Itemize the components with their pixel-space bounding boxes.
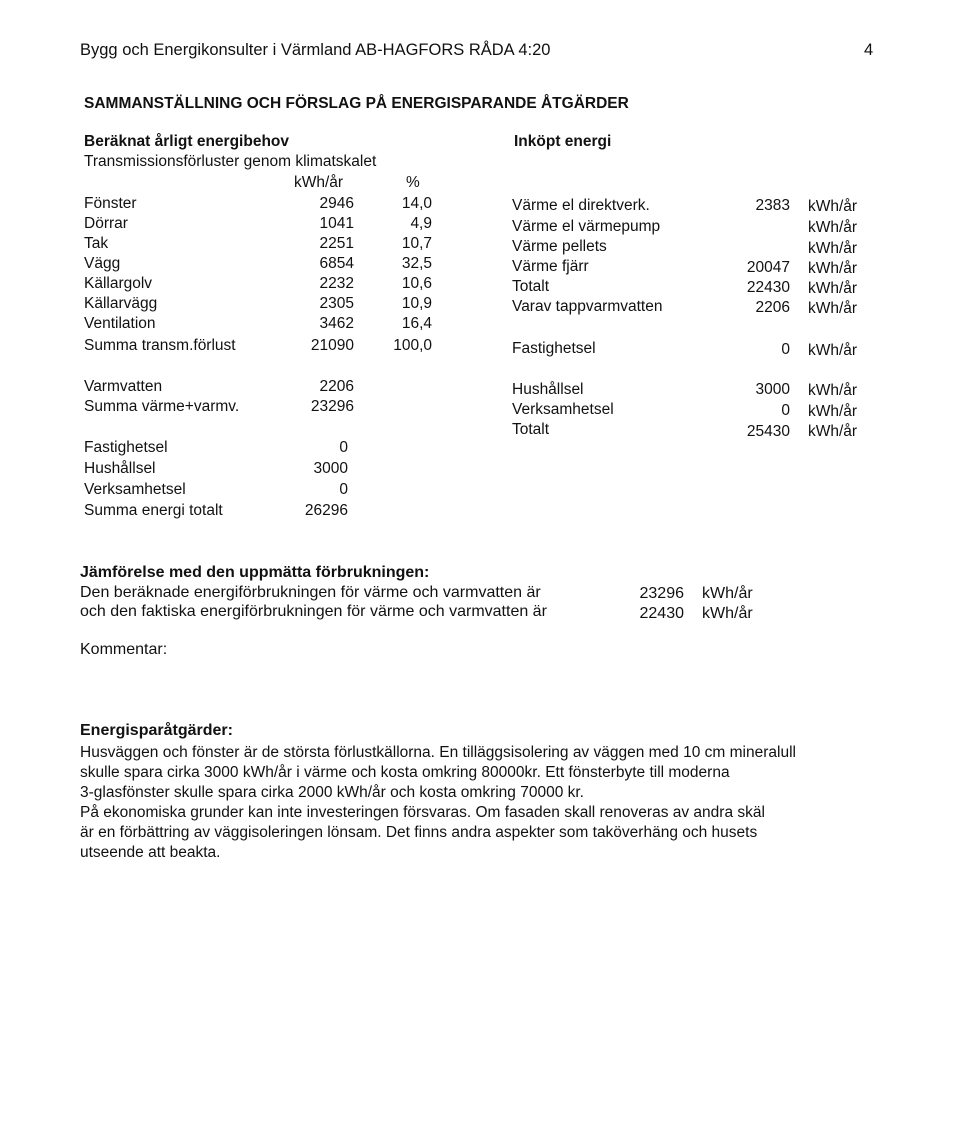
purchased-title: Inköpt energi [514,133,612,150]
row-percent: 16,4 [401,315,432,332]
row-label: Värme el värmepump [512,218,661,235]
row-value: 2305 [319,295,354,312]
row-value: 0 [781,402,790,419]
row-unit: kWh/år [808,403,858,420]
row-value: 2206 [319,378,354,395]
row-percent: 10,7 [401,235,432,252]
row-unit: kWh/år [808,240,858,257]
row-value: 3462 [319,315,354,332]
row-value: 0 [339,439,348,456]
row-value: 23296 [310,398,354,415]
row-label: Värme fjärr [512,258,589,275]
row-percent: 14,0 [401,195,432,212]
col-header-percent: % [406,174,420,191]
row-label: Fastighetsel [512,340,596,357]
row-percent: 10,9 [401,295,432,312]
row-label: Hushållsel [84,460,156,477]
paragraph-line: Husväggen och fönster är de största förlustkällorna. En tilläggsisolering av väggen med 10 cm mineralull [80,744,796,761]
row-label: Dörrar [84,215,128,232]
row-label: Summa energi totalt [84,502,223,519]
row-unit: kWh/år [808,260,858,277]
paragraph-line: är en förbättring av väggisoleringen lönsam. Det finns andra aspekter som taköverhäng och husets [80,824,758,841]
energy-need-subtitle: Transmissionsförluster genom klimatskalet [84,153,377,170]
row-percent: 10,6 [401,275,432,292]
row-label: Verksamhetsel [512,401,614,418]
row-value: 1041 [319,215,354,232]
comment-label: Kommentar: [80,641,168,658]
measures-paragraph [80,743,880,863]
row-label: Fastighetsel [84,439,168,456]
row-value: 2232 [319,275,354,292]
row-value: 3000 [313,460,348,477]
row-unit: kWh/år [808,198,858,215]
row-value: 2946 [319,195,354,212]
row-percent: 4,9 [410,215,432,232]
row-label: Varmvatten [84,378,163,395]
paragraph-line: 3-glasfönster skulle spara cirka 2000 kWh/år och kosta omkring 70000 kr. [80,784,584,801]
page-number: 4 [864,41,874,59]
comparison-unit-1: kWh/år [702,585,753,602]
row-value: 2206 [755,299,790,316]
row-unit: kWh/år [808,300,858,317]
col-header-unit: kWh/år [294,174,344,191]
row-value: 2383 [755,197,790,214]
header-title: Bygg och Energikonsulter i Värmland AB-HAGFORS RÅDA 4:20 [80,41,551,59]
row-percent: 100,0 [393,337,432,354]
row-unit: kWh/år [808,280,858,297]
comparison-value-1: 23296 [639,585,684,602]
row-label: Varav tappvarmvatten [512,298,663,315]
row-label: Fönster [84,195,137,212]
row-label: Vägg [84,255,121,272]
measures-title: Energisparåtgärder: [80,722,233,739]
paragraph-line: På ekonomiska grunder kan inte investeringen försvaras. Om fasaden skall renoveras av andra skäl [80,804,765,821]
comparison-line-2: och den faktiska energiförbrukningen för värme och varmvatten är [80,603,547,620]
row-label: Totalt [512,278,550,295]
row-label: Verksamhetsel [84,481,186,498]
row-value: 20047 [746,259,790,276]
row-label: Källarvägg [84,295,158,312]
comparison-value-2: 22430 [639,605,684,622]
row-label: Hushållsel [512,381,584,398]
row-unit: kWh/år [808,423,858,440]
row-label: Summa värme+varmv. [84,398,240,415]
row-percent: 32,5 [401,255,432,272]
paragraph-line: skulle spara cirka 3000 kWh/år i värme och kosta omkring 80000kr. Ett fönsterbyte till moderna [80,764,730,781]
row-label: Värme pellets [512,238,607,255]
row-value: 0 [339,481,348,498]
paragraph-line: utseende att beakta. [80,844,221,861]
row-value: 6854 [319,255,354,272]
comparison-unit-2: kWh/år [702,605,753,622]
row-label: Totalt [512,421,550,438]
row-value: 26296 [304,502,348,519]
row-value: 21090 [310,337,354,354]
comparison-line-1: Den beräknade energiförbrukningen för värme och varmvatten är [80,584,541,601]
row-label: Källargolv [84,275,153,292]
row-unit: kWh/år [808,342,858,359]
row-value: 2251 [319,235,354,252]
row-value: 25430 [746,423,790,440]
row-label: Ventilation [84,315,156,332]
row-label: Tak [84,235,109,252]
row-value: 3000 [755,381,790,398]
comparison-title: Jämförelse med den uppmätta förbrukningen: [80,564,430,581]
main-heading: SAMMANSTÄLLNING OCH FÖRSLAG PÅ ENERGISPARANDE ÅTGÄRDER [84,95,629,112]
row-value: 0 [781,341,790,358]
row-value: 22430 [746,279,790,296]
row-label: Värme el direktverk. [512,197,650,214]
row-label: Summa transm.förlust [84,337,236,354]
row-unit: kWh/år [808,382,858,399]
energy-need-title: Beräknat årligt energibehov [84,133,290,150]
row-unit: kWh/år [808,219,858,236]
